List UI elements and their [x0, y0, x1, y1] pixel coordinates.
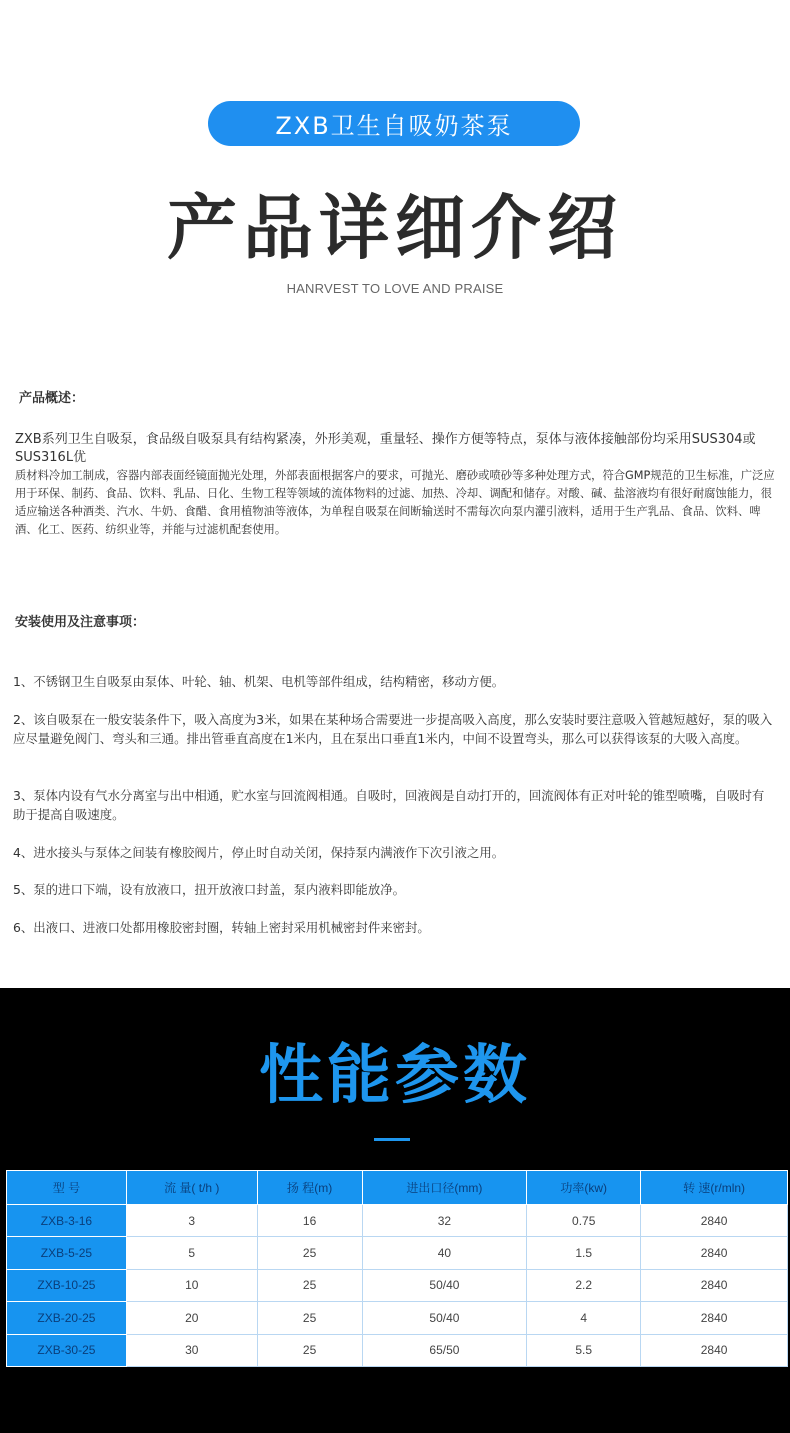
power-cell: 4	[527, 1302, 641, 1334]
diameter-cell: 50/40	[362, 1269, 527, 1301]
model-cell: ZXB-3-16	[7, 1205, 127, 1237]
flow-cell: 30	[126, 1334, 257, 1366]
model-cell: ZXB-20-25	[7, 1302, 127, 1334]
product-name-text: ZXB卫生自吸奶茶泵	[275, 112, 513, 140]
column-header: 进出口径(mm)	[362, 1171, 527, 1205]
overview-paragraph	[15, 431, 775, 539]
model-cell: ZXB-30-25	[7, 1334, 127, 1366]
table-row	[7, 1269, 788, 1301]
speed-cell: 2840	[641, 1205, 788, 1237]
install-note: 4、进水接头与泵体之间装有橡胶阀片，停止时自动关闭，保持泵内满液作下次引液之用。	[13, 845, 505, 860]
head-cell: 25	[257, 1302, 362, 1334]
column-header: 流 量( t/h )	[126, 1171, 257, 1205]
column-header: 功率(kw)	[527, 1171, 641, 1205]
power-cell: 2.2	[527, 1269, 641, 1301]
page-title: 产品详细介绍	[167, 187, 623, 269]
overview-heading: 产品概述：	[19, 391, 85, 406]
install-note: 1、不锈钢卫生自吸泵由泵体、叶轮、轴、机架、电机等部件组成，结构精密，移动方便。	[13, 674, 505, 689]
table-header-row	[7, 1171, 788, 1205]
title-underline	[374, 1138, 410, 1141]
diameter-cell: 50/40	[362, 1302, 527, 1334]
column-header: 扬 程(m)	[257, 1171, 362, 1205]
install-heading: 安装使用及注意事项：	[15, 615, 146, 630]
power-cell: 5.5	[527, 1334, 641, 1366]
flow-cell: 20	[126, 1302, 257, 1334]
power-cell: 0.75	[527, 1205, 641, 1237]
install-note: 2、该自吸泵在一般安装条件下，吸入高度为3米，如果在某种场合需要进一步提高吸入高度，那么安装时要注意吸入管越短越好，泵的吸入应尽量避免阀门、弯头和三通。排出管垂直高度在1米内，且在泵出口垂直1米内，中间不设置弯头，那么可以获得该泵的大吸入高度。	[13, 712, 773, 746]
speed-cell: 2840	[641, 1269, 788, 1301]
overview-line-1: ZXB系列卫生自吸泵，食品级自吸泵具有结构紧凑，外形美观，重量轻、操作方便等特点，泵体与液体接触部份均采用SUS304或SUS316L优	[15, 432, 756, 465]
model-cell: ZXB-10-25	[7, 1269, 127, 1301]
head-cell: 25	[257, 1334, 362, 1366]
install-note: 6、出液口、进液口处都用橡胶密封圈，转轴上密封采用机械密封件来密封。	[13, 920, 430, 935]
head-cell: 25	[257, 1237, 362, 1269]
table-row	[7, 1334, 788, 1366]
head-cell: 16	[257, 1205, 362, 1237]
table-row	[7, 1302, 788, 1334]
table-row	[7, 1237, 788, 1269]
page-subtitle: HANRVEST TO LOVE AND PRAISE	[286, 281, 504, 296]
model-cell: ZXB-5-25	[7, 1237, 127, 1269]
performance-title: 性能参数	[259, 1039, 531, 1113]
diameter-cell: 32	[362, 1205, 527, 1237]
install-note: 3、泵体内设有气水分离室与出中相通，贮水室与回流阀相通。自吸时，回液阀是自动打开的，回流阀体有正对叶轮的锥型喷嘴，自吸时有助于提高自吸速度。	[13, 788, 765, 822]
performance-section	[0, 988, 790, 1433]
flow-cell: 10	[126, 1269, 257, 1301]
diameter-cell: 40	[362, 1237, 527, 1269]
diameter-cell: 65/50	[362, 1334, 527, 1366]
speed-cell: 2840	[641, 1302, 788, 1334]
table-row	[7, 1205, 788, 1237]
column-header: 型 号	[7, 1171, 127, 1205]
product-name-badge	[208, 101, 580, 146]
power-cell: 1.5	[527, 1237, 641, 1269]
head-cell: 25	[257, 1269, 362, 1301]
install-note: 5、泵的进口下端，设有放液口，扭开放液口封盖，泵内液料即能放净。	[13, 882, 405, 897]
column-header: 转 速(r/mln)	[641, 1171, 788, 1205]
overview-body: 质材料冷加工制成，容器内部表面经镜面抛光处理，外部表面根据客户的要求，可抛光、磨砂或喷砂等多种处理方式，符合GMP规范的卫生标准，广泛应用于环保、制药、食品、饮料、乳品、日化、生物工程等领域的流体物料的过滤、加热、冷却、调配和储存。对酸、碱、盐溶液均有很好耐腐蚀能力，很适应输送各种酒类、汽水、牛奶、食醋、食用植物油等液体，为单程自吸泵在间断输送时不需每次向泵内灌引液料，适用于生产乳品、食品、饮料、啤酒、化工、医药、纺织业等，并能与过滤机配套使用。	[15, 469, 775, 536]
flow-cell: 5	[126, 1237, 257, 1269]
flow-cell: 3	[126, 1205, 257, 1237]
speed-cell: 2840	[641, 1237, 788, 1269]
spec-table	[6, 1170, 788, 1367]
speed-cell: 2840	[641, 1334, 788, 1366]
